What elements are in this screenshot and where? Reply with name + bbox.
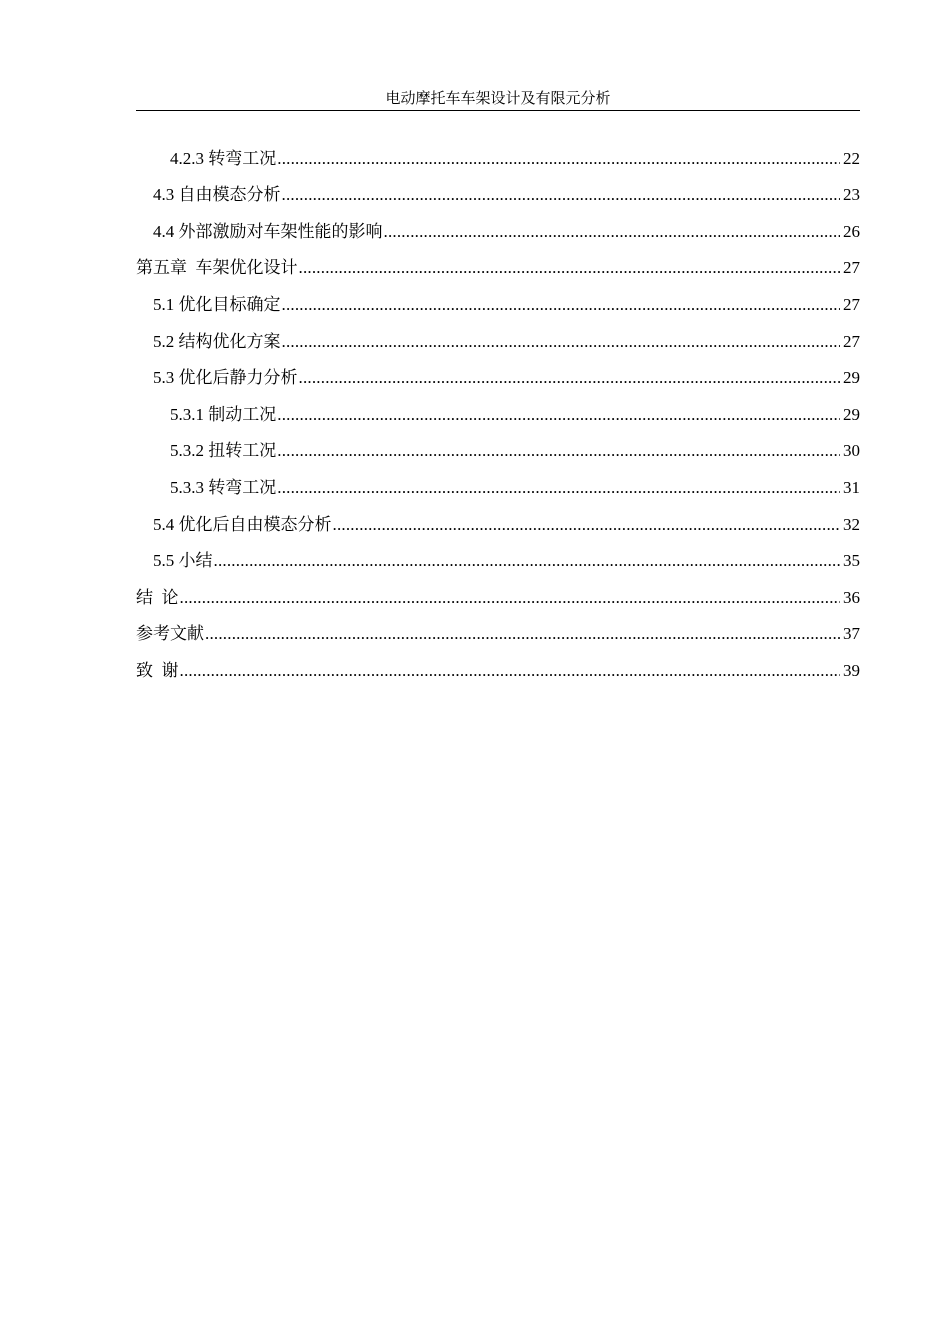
toc-dot-leader	[298, 254, 841, 282]
toc-entry-title: 4.3 自由模态分析	[153, 185, 281, 205]
toc-entry[interactable]	[136, 173, 860, 210]
toc-dot-leader	[213, 547, 841, 575]
toc-dot-leader	[332, 511, 841, 539]
toc-entry-title: 4.4 外部激励对车架性能的影响	[153, 221, 383, 241]
toc-page-number: 26	[843, 221, 860, 241]
toc-page-number: 29	[843, 404, 860, 424]
toc-dot-leader	[276, 401, 840, 429]
toc-dot-leader	[383, 218, 841, 246]
toc-entry-title: 结 论	[136, 587, 179, 607]
toc-dot-leader	[204, 620, 840, 648]
toc-entry[interactable]	[136, 246, 860, 283]
toc-page-number: 27	[843, 258, 860, 278]
toc-dot-leader	[179, 584, 841, 612]
toc-page-number: 36	[843, 587, 860, 607]
toc-entry-title: 5.3.3 转弯工况	[170, 477, 277, 497]
toc-page-number: 37	[843, 624, 860, 644]
toc-entry[interactable]	[136, 356, 860, 393]
toc-entry[interactable]	[136, 465, 860, 502]
toc-dot-leader	[298, 364, 841, 392]
toc-entry-title: 4.2.3 转弯工况	[170, 148, 277, 168]
toc-page-number: 30	[843, 441, 860, 461]
toc-page-number: 22	[843, 148, 860, 168]
toc-entry-title: 5.5 小结	[153, 551, 213, 571]
toc-dot-leader	[276, 145, 840, 173]
toc-entry-title: 参考文献	[136, 624, 204, 644]
toc-dot-leader	[281, 328, 841, 356]
toc-entry[interactable]	[136, 319, 860, 356]
table-of-contents	[136, 136, 860, 685]
toc-entry[interactable]	[136, 648, 860, 685]
toc-entry[interactable]	[136, 209, 860, 246]
toc-entry-title: 5.3 优化后静力分析	[153, 368, 298, 388]
toc-dot-leader	[179, 657, 841, 685]
toc-page-number: 35	[843, 551, 860, 571]
toc-dot-leader	[281, 291, 841, 319]
toc-page-number: 31	[843, 477, 860, 497]
toc-entry-title: 致 谢	[136, 660, 179, 680]
toc-page-number: 32	[843, 514, 860, 534]
toc-entry-title: 5.3.1 制动工况	[170, 404, 277, 424]
toc-entry[interactable]	[136, 429, 860, 466]
toc-entry-title: 第五章 车架优化设计	[136, 258, 298, 278]
toc-entry[interactable]	[136, 282, 860, 319]
toc-entry-title: 5.3.2 扭转工况	[170, 441, 277, 461]
toc-entry-title: 5.2 结构优化方案	[153, 331, 281, 351]
toc-page-number: 27	[843, 331, 860, 351]
toc-page-number: 39	[843, 660, 860, 680]
toc-dot-leader	[276, 474, 840, 502]
toc-page-number: 23	[843, 185, 860, 205]
toc-entry-title: 5.4 优化后自由模态分析	[153, 514, 332, 534]
toc-entry[interactable]	[136, 136, 860, 173]
toc-entry[interactable]	[136, 539, 860, 576]
toc-dot-leader	[276, 437, 840, 465]
toc-entry[interactable]	[136, 612, 860, 649]
toc-entry-title: 5.1 优化目标确定	[153, 294, 281, 314]
toc-dot-leader	[281, 181, 841, 209]
toc-entry[interactable]	[136, 392, 860, 429]
toc-entry[interactable]	[136, 502, 860, 539]
toc-page-number: 29	[843, 368, 860, 388]
page-header	[136, 88, 860, 111]
toc-page-number: 27	[843, 294, 860, 314]
document-title: 电动摩托车车架设计及有限元分析	[385, 91, 611, 107]
toc-entry[interactable]	[136, 575, 860, 612]
